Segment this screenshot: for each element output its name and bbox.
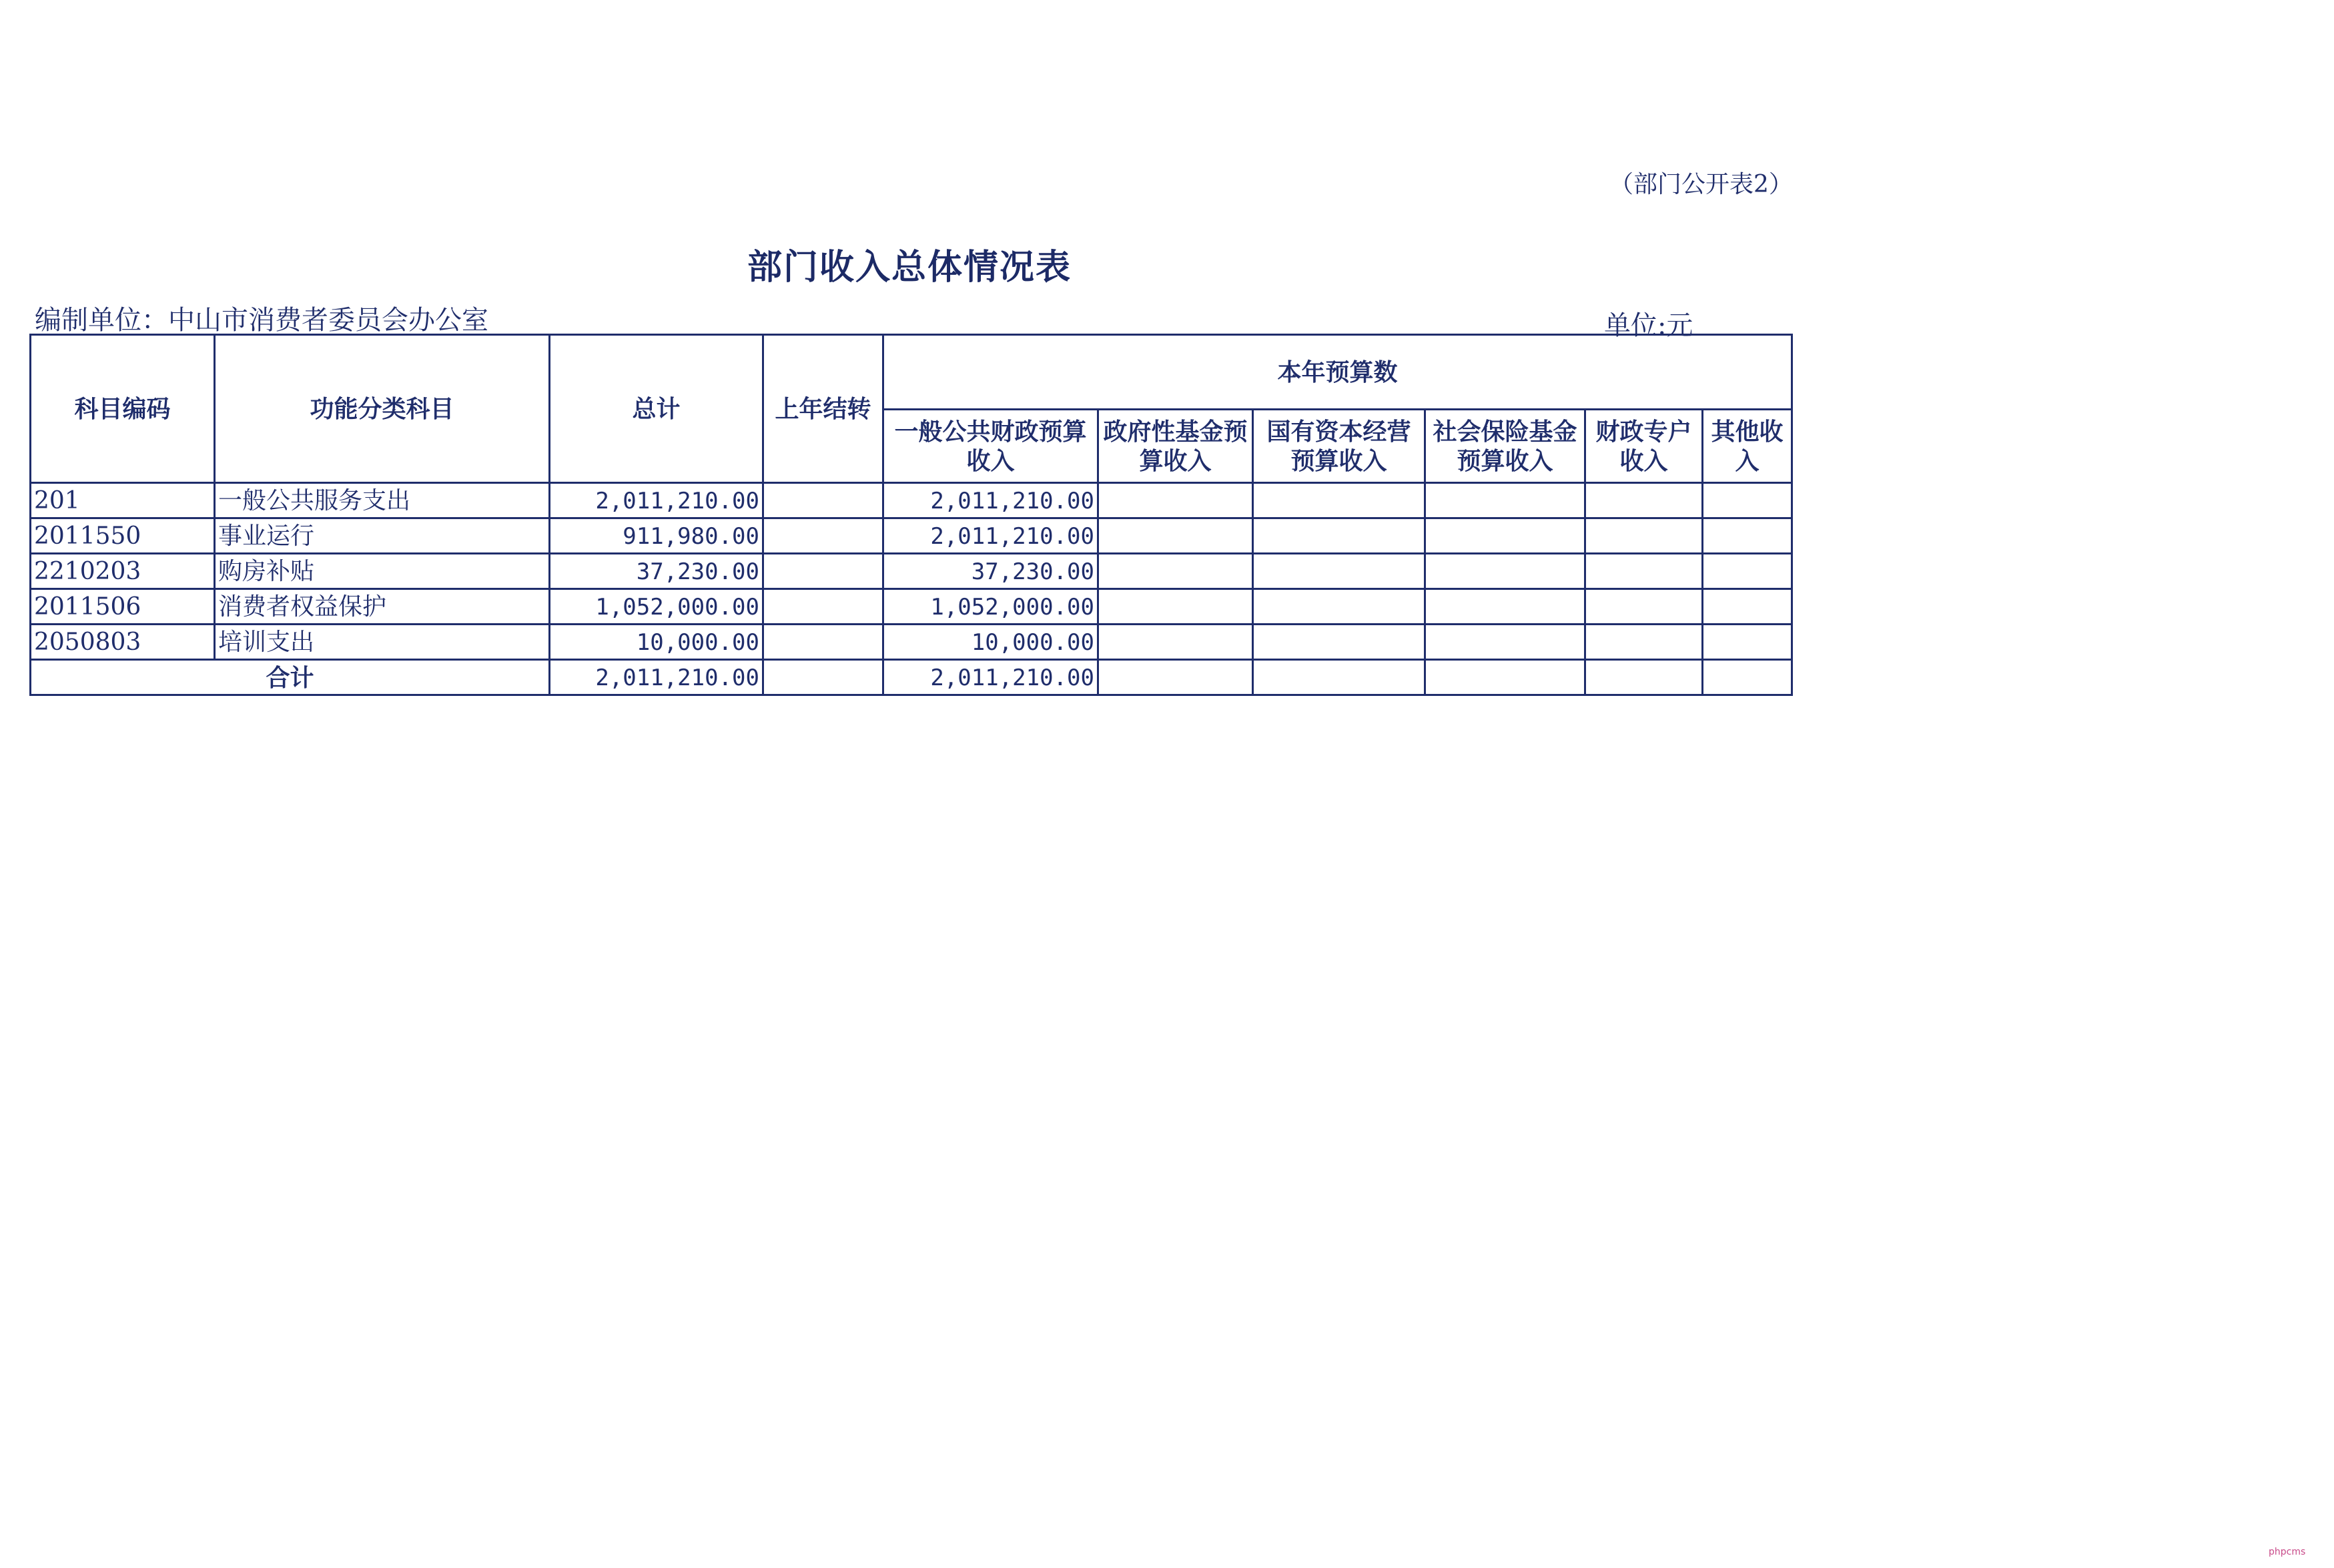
row-other bbox=[1703, 518, 1792, 554]
row-state-capital bbox=[1253, 625, 1425, 660]
row-gov-fund bbox=[1098, 483, 1253, 518]
header-category: 功能分类科目 bbox=[215, 335, 550, 483]
header-state-capital: 国有资本经营预算收入 bbox=[1253, 410, 1425, 483]
row-general: 10,000.00 bbox=[883, 625, 1098, 660]
row-state-capital bbox=[1253, 483, 1425, 518]
row-total: 10,000.00 bbox=[550, 625, 763, 660]
row-name: 消费者权益保护 bbox=[215, 589, 550, 625]
row-other bbox=[1703, 554, 1792, 589]
table-row bbox=[31, 483, 1792, 518]
total-amount: 2,011,210.00 bbox=[550, 660, 763, 695]
total-general: 2,011,210.00 bbox=[883, 660, 1098, 695]
income-table bbox=[29, 334, 1793, 696]
compiling-unit: 编制单位：中山市消费者委员会办公室 bbox=[35, 305, 488, 336]
row-code: 2210203 bbox=[31, 554, 215, 589]
row-social-insurance bbox=[1425, 483, 1585, 518]
currency-unit: 单位:元 bbox=[1604, 310, 1693, 341]
row-total: 911,980.00 bbox=[550, 518, 763, 554]
row-carryover bbox=[763, 589, 883, 625]
row-special-account bbox=[1585, 483, 1703, 518]
header-code: 科目编码 bbox=[31, 335, 215, 483]
row-social-insurance bbox=[1425, 589, 1585, 625]
row-gov-fund bbox=[1098, 554, 1253, 589]
table-row bbox=[31, 589, 1792, 625]
row-total: 37,230.00 bbox=[550, 554, 763, 589]
table-row bbox=[31, 625, 1792, 660]
row-general: 37,230.00 bbox=[883, 554, 1098, 589]
total-label: 合计 bbox=[31, 660, 550, 695]
row-state-capital bbox=[1253, 554, 1425, 589]
total-row bbox=[31, 660, 1792, 695]
row-gov-fund bbox=[1098, 518, 1253, 554]
page-title: 部门收入总体情况表 bbox=[747, 247, 1072, 288]
row-general: 2,011,210.00 bbox=[883, 518, 1098, 554]
row-social-insurance bbox=[1425, 554, 1585, 589]
header-general-public: 一般公共财政预算收入 bbox=[883, 410, 1098, 483]
watermark-text: phpcms bbox=[2269, 1547, 2306, 1557]
header-gov-fund: 政府性基金预算收入 bbox=[1098, 410, 1253, 483]
row-name: 一般公共服务支出 bbox=[215, 483, 550, 518]
header-other: 其他收入 bbox=[1703, 410, 1792, 483]
row-name: 购房补贴 bbox=[215, 554, 550, 589]
total-social-insurance bbox=[1425, 660, 1585, 695]
header-total: 总计 bbox=[550, 335, 763, 483]
row-code: 2011550 bbox=[31, 518, 215, 554]
row-state-capital bbox=[1253, 589, 1425, 625]
total-special-account bbox=[1585, 660, 1703, 695]
row-gov-fund bbox=[1098, 589, 1253, 625]
row-other bbox=[1703, 589, 1792, 625]
row-code: 2050803 bbox=[31, 625, 215, 660]
row-social-insurance bbox=[1425, 518, 1585, 554]
total-state-capital bbox=[1253, 660, 1425, 695]
row-special-account bbox=[1585, 518, 1703, 554]
total-other bbox=[1703, 660, 1792, 695]
row-carryover bbox=[763, 518, 883, 554]
row-name: 培训支出 bbox=[215, 625, 550, 660]
table-row bbox=[31, 518, 1792, 554]
row-special-account bbox=[1585, 589, 1703, 625]
table-row bbox=[31, 554, 1792, 589]
row-carryover bbox=[763, 625, 883, 660]
header-social-insurance: 社会保险基金预算收入 bbox=[1425, 410, 1585, 483]
form-number: （部门公开表2） bbox=[1609, 171, 1793, 198]
row-special-account bbox=[1585, 554, 1703, 589]
row-carryover bbox=[763, 483, 883, 518]
row-other bbox=[1703, 483, 1792, 518]
row-gov-fund bbox=[1098, 625, 1253, 660]
total-gov-fund bbox=[1098, 660, 1253, 695]
header-budget-group: 本年预算数 bbox=[883, 335, 1792, 410]
row-total: 1,052,000.00 bbox=[550, 589, 763, 625]
row-special-account bbox=[1585, 625, 1703, 660]
row-other bbox=[1703, 625, 1792, 660]
row-total: 2,011,210.00 bbox=[550, 483, 763, 518]
row-general: 2,011,210.00 bbox=[883, 483, 1098, 518]
row-carryover bbox=[763, 554, 883, 589]
row-social-insurance bbox=[1425, 625, 1585, 660]
row-state-capital bbox=[1253, 518, 1425, 554]
row-general: 1,052,000.00 bbox=[883, 589, 1098, 625]
row-code: 2011506 bbox=[31, 589, 215, 625]
row-code: 201 bbox=[31, 483, 215, 518]
header-carryover: 上年结转 bbox=[763, 335, 883, 483]
total-carryover bbox=[763, 660, 883, 695]
header-special-account: 财政专户收入 bbox=[1585, 410, 1703, 483]
row-name: 事业运行 bbox=[215, 518, 550, 554]
